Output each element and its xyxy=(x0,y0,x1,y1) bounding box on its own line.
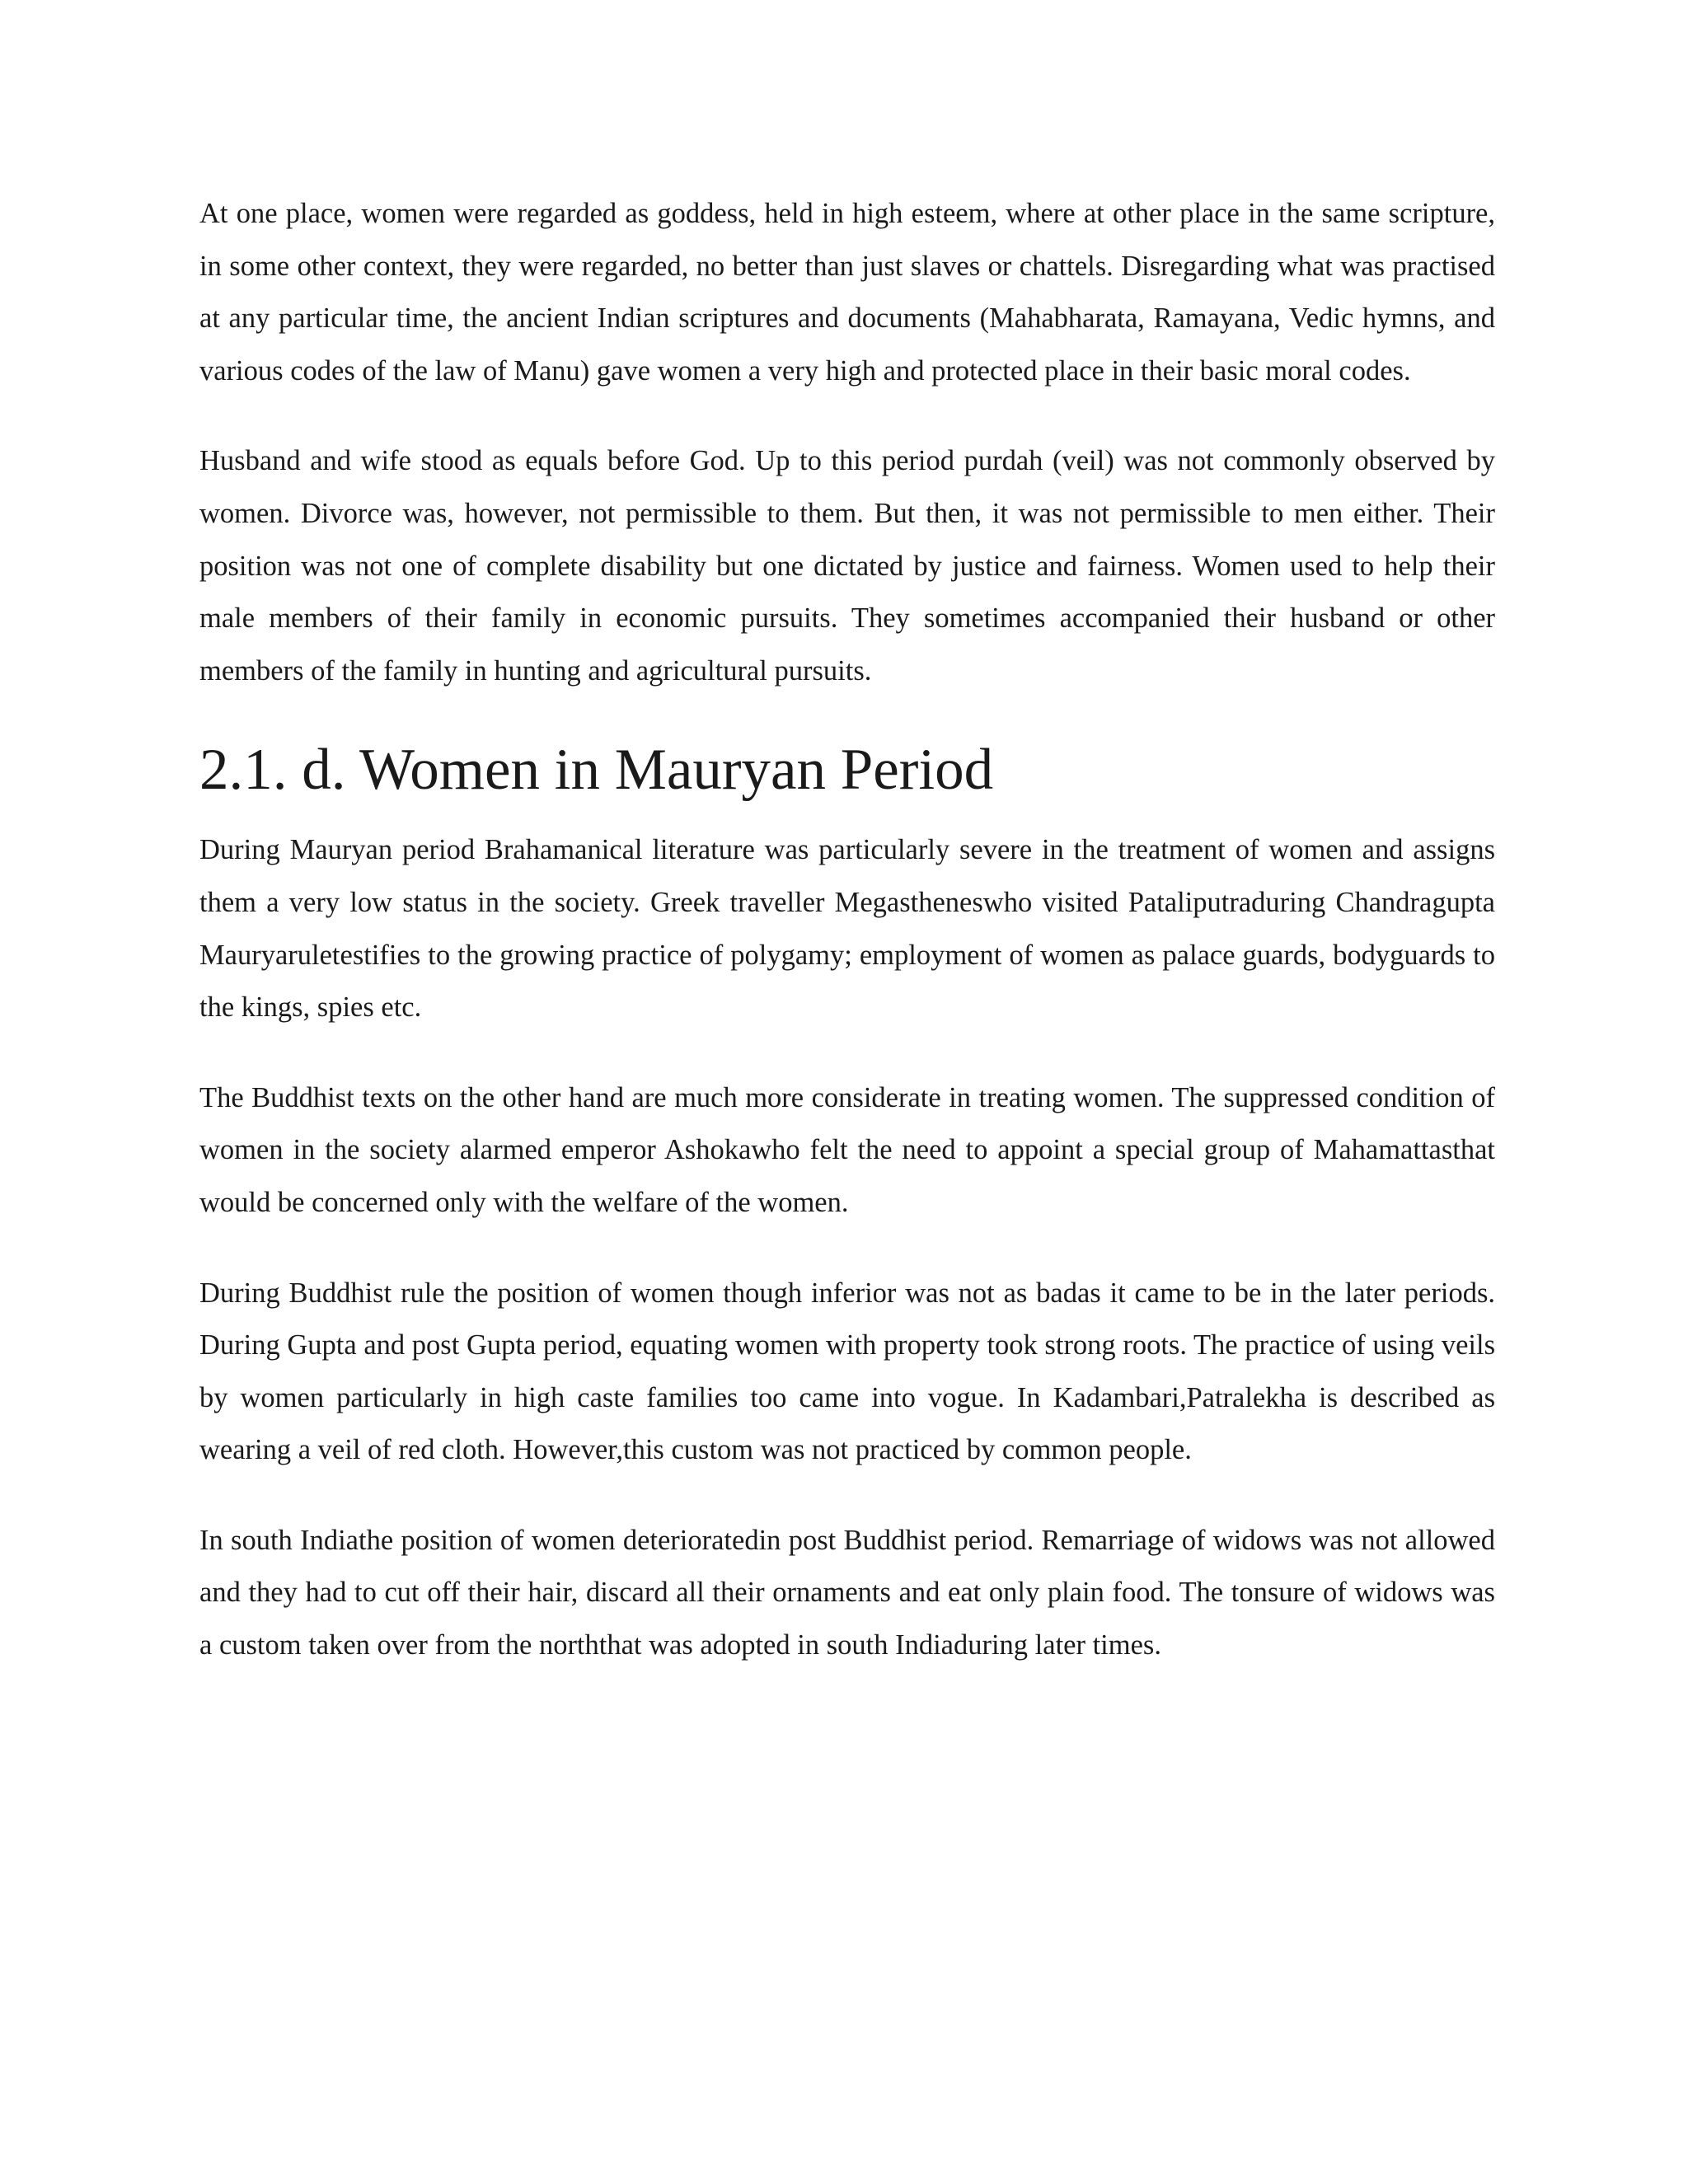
body-paragraph: The Buddhist texts on the other hand are much more considerate in treating women. The suppressed condition of women in the society alarmed emperor Ashokawho felt the need to appoint a special group of Mahamattasthat would be concerned only with the welfare of the women. xyxy=(199,1081,1495,1218)
body-paragraph: Husband and wife stood as equals before God. Up to this period purdah (veil) was not commonly observed by women. Divorce was, however, not permissible to them. But then, it was not permissible to men either. Their position was not one of complete disability but one dictated by justice and fairness. Women used to help their male members of their family in economic pursuits. They sometimes accompanied their husband or other members of the family in hunting and agricultural pursuits. xyxy=(199,445,1495,687)
document-page xyxy=(199,188,1495,1710)
body-paragraph: During Mauryan period Brahamanical literature was particularly severe in the treatment of women and assigns them a very low status in the society. Greek traveller Megastheneswho visited Pataliputraduring Chandragupta Mauryaruletestifies to the growing practice of polygamy; employment of women as palace guards, bodyguards to the kings, spies etc. xyxy=(199,834,1495,1024)
section-heading: 2.1. d. Women in Mauryan Period xyxy=(199,738,994,803)
body-paragraph: During Buddhist rule the position of women though inferior was not as badas it came to be in the later periods. During Gupta and post Gupta period, equating women with property took strong roots. The practice of using veils by women particularly in high caste families too came into vogue. In Kadambari,Patralekha is described as wearing a veil of red cloth. However,this custom was not practiced by common people. xyxy=(199,1277,1495,1466)
body-paragraph: In south Indiathe position of women deterioratedin post Buddhist period. Remarriage of widows was not allowed and they had to cut off their hair, discard all their ornaments and eat only plain food. The tonsure of widows was a custom taken over from the norththat was adopted in south Indiaduring later times. xyxy=(199,1524,1495,1661)
body-paragraph: At one place, women were regarded as goddess, held in high esteem, where at other place in the same scripture, in some other context, they were regarded, no better than just slaves or chattels. Disregarding what was practised at any particular time, the ancient Indian scriptures and documents (Mahabharata, Ramayana, Vedic hymns, and various codes of the law of Manu) gave women a very high and protected place in their basic moral codes. xyxy=(199,198,1495,387)
